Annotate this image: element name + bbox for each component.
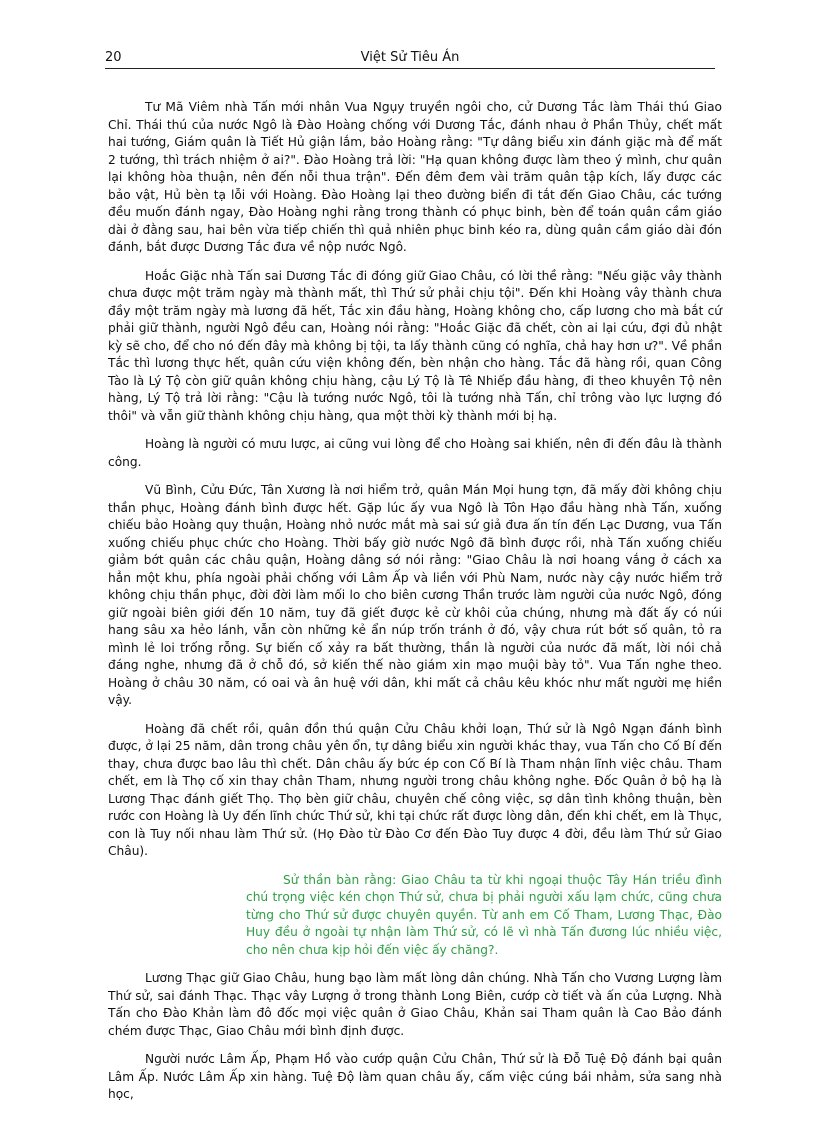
running-title: Việt Sử Tiêu Án	[360, 50, 460, 65]
paragraph: Lương Thạc giữ Giao Châu, hung bạo làm mất lòng dân chúng. Nhà Tấn cho Vương Lượng làm Thứ sử, sai đánh Thạc. Thạc vây Lượng ở trong thành Long Biên, cướp cờ tiết và ấn của Lượng. Nhà Tấn cho Đào Khản làm đô đốc mọi việc quân ở Giao Châu, Khản sai Tham quân là Cao Bảo đánh chém được Thạc, Giao Châu mới bình định được.	[108, 971, 722, 1038]
paragraph: Người nước Lâm Ấp, Phạm Hồ vào cướp quận Cửu Chân, Thứ sử là Đỗ Tuệ Độ đánh bại quân Lâm Ấp. Nước Lâm Ấp xin hàng. Tuệ Độ làm quan châu ấy, cấm việc cúng bái nhảm, sửa sang nhà học,	[108, 1052, 722, 1101]
paragraph: Hoàng là người có mưu lược, ai cũng vui lòng để cho Hoàng sai khiến, nên đi đến đâu là thành công.	[108, 437, 722, 469]
paragraph: Hoàng đã chết rồi, quân đồn thú quận Cửu Châu khởi loạn, Thứ sử là Ngô Ngạn đánh bình được, ở lại 25 năm, dân trong châu yên ổn, tự dâng biểu xin người khác thay, vua Tấn cho Cố Bí đến thay, chưa được bao lâu thì chết. Dân châu ấy bức ép con Cố Bí là Tham nhận lĩnh việc châu. Tham chết, em là Thọ cố xin thay chân Tham, nhưng người trong châu không nghe. Đốc Quân ở bộ hạ là Lương Thạc đánh giết Thọ. Thọ bèn giữ châu, chuyên chế công việc, sợ dân tình không thuận, bèn rước con Hoàng là Uy đến lĩnh chức Thứ sử, khi tại chức rất được lòng dân, đến khi chết, em là Thục, con là Tuy nối nhau làm Thứ sử. (Họ Đào từ Đào Cơ đến Đào Tuy được 4 đời, đều làm Thứ sử Giao Châu).	[108, 721, 722, 858]
paragraph: Tư Mã Viêm nhà Tấn mới nhân Vua Ngụy truyền ngôi cho, cử Dương Tắc làm Thái thú Giao Chỉ. Thái thú của nước Ngô là Đào Hoàng chống với Dương Tắc, đánh nhau ở Phần Thủy, chết mất hai tướng, Giám quân là Tiết Hủ giận lắm, bảo Hoàng rằng: "Tự dâng biểu xin đánh giặc mà để mất 2 tướng, thì trách nhiệm ở ai?". Đào Hoàng trả lời: "Hạ quan không được làm theo ý mình, chư quân lại không hòa thuận, nên đến nỗi thua trận". Đến đêm đem vài trăm quân tập kích, lấy được các bảo vật, Hủ bèn tạ lỗi với Hoàng. Đào Hoàng lại theo đường biển đi tắt đến Giao Châu, các tướng đều muốn đánh ngay, Đào Hoàng nghi rằng trong thành có phục binh, bèn để toán quân cầm giáo dài ở đằng sau, hai bên vừa tiếp chiến thì quả nhiên phục binh kéo ra, dùng quân cầm giáo dài đón đánh, bắt được Dương Tắc đưa về nộp nước Ngô.	[108, 100, 722, 254]
header-rule	[105, 68, 715, 69]
paragraph: Vũ Bình, Cửu Đức, Tân Xương là nơi hiểm trở, quân Mán Mọi hung tợn, đã mấy đời không chịu thần phục, Hoàng đánh bình được hết. Gặp lúc ấy vua Ngô là Tôn Hạo đầu hàng nhà Tấn, xuống chiếu bảo Hoàng quy thuận, Hoàng nhỏ nước mắt mà sai sứ giả đưa ấn tín đến Lạc Dương, vua Tấn xuống chiếu phục chức cho Hoàng. Thời bấy giờ nước Ngô đã bình được rồi, nhà Tấn xuống chiếu giảm bớt quân các châu quận, Hoàng dâng sớ nói rằng: "Giao Châu là nơi hoang vắng ở cách xa hẳn một khu, phía ngoài phải chống với Lâm Ấp và liền với Phù Nam, nước này cậy nước hiểm trở không chịu thần phục, đời đời làm mối lo cho biên cương Thần trước làm người của nước Ngô, đóng giữ ngoài biên giới đến 10 năm, tuy đã giết được kẻ cừ khôi của chúng, nhưng mà đất ấy có núi hang sâu xa hẻo lánh, vẫn còn những kẻ ẩn núp trốn tránh ở đó, vậy chưa rút bớt số quân, tỏ ra mình lẻ loi trống rỗng. Sự biến cố xảy ra bất thường, thần là người của nước đã mất, lời nói chả đáng nghe, nhưng đã ở chỗ đó, sở kiến thế nào giám xin mạo muội bày tỏ". Vua Tấn nghe theo. Hoàng ở châu 30 năm, có oai và ân huệ với dân, khi mất cả châu kêu khóc như mất người mẹ hiền vậy.	[108, 483, 722, 707]
page-number: 20	[105, 50, 122, 65]
paragraph: Hoắc Giặc nhà Tấn sai Dương Tắc đi đóng giữ Giao Châu, có lời thề rằng: "Nếu giặc vây thành chưa được một trăm ngày mà thành mất, thì Thứ sử phải chịu tội". Đến khi Hoàng vây thành chưa đầy một trăm ngày mà lương đã hết, Tắc xin đầu hàng, Hoàng không cho, cấp lương cho mà bắt cứ phải giữ thành, người Ngô đều can, Hoàng nói rằng: "Hoắc Giặc đã chết, còn ai lại cứu, đợi đủ nhật kỳ sẽ cho, để cho nó đến đây mà không bị tội, ta lấy thành cũng có nghĩa, chả hay hơn ư?". Về phần Tắc thì lương thực hết, quân cứu viện không đến, bèn nhận cho hàng. Tắc đã hàng rồi, quan Công Tào là Lý Tộ còn giữ quân không chịu hàng, cậu Lý Tộ là Tê Nhiếp đầu hàng, đi theo khuyên Tộ nên hàng, Lý Tộ trả lời rằng: "Cậu là tướng nước Ngô, tôi là tướng nhà Tấn, chỉ trông vào lực lượng đó thôi" và vẫn giữ thành không chịu hàng, qua một thời kỳ thành mới bị hạ.	[108, 268, 722, 423]
body-text	[108, 99, 722, 1115]
historian-commentary: Sử thần bàn rằng: Giao Châu ta từ khi ngoại thuộc Tây Hán triều đình chú trọng việc kén chọn Thứ sử, chưa bị phải người xấu lạm chức, cũng chưa từng cho Thứ sử được chuyên quyền. Từ anh em Cố Tham, Lương Thạc, Đào Huy đều ở ngoài tự nhận làm Thứ sử, có lẽ vì nhà Tấn đương lúc nhiều việc, cho nên chưa kịp hỏi đến việc ấy chăng?.	[246, 872, 722, 957]
